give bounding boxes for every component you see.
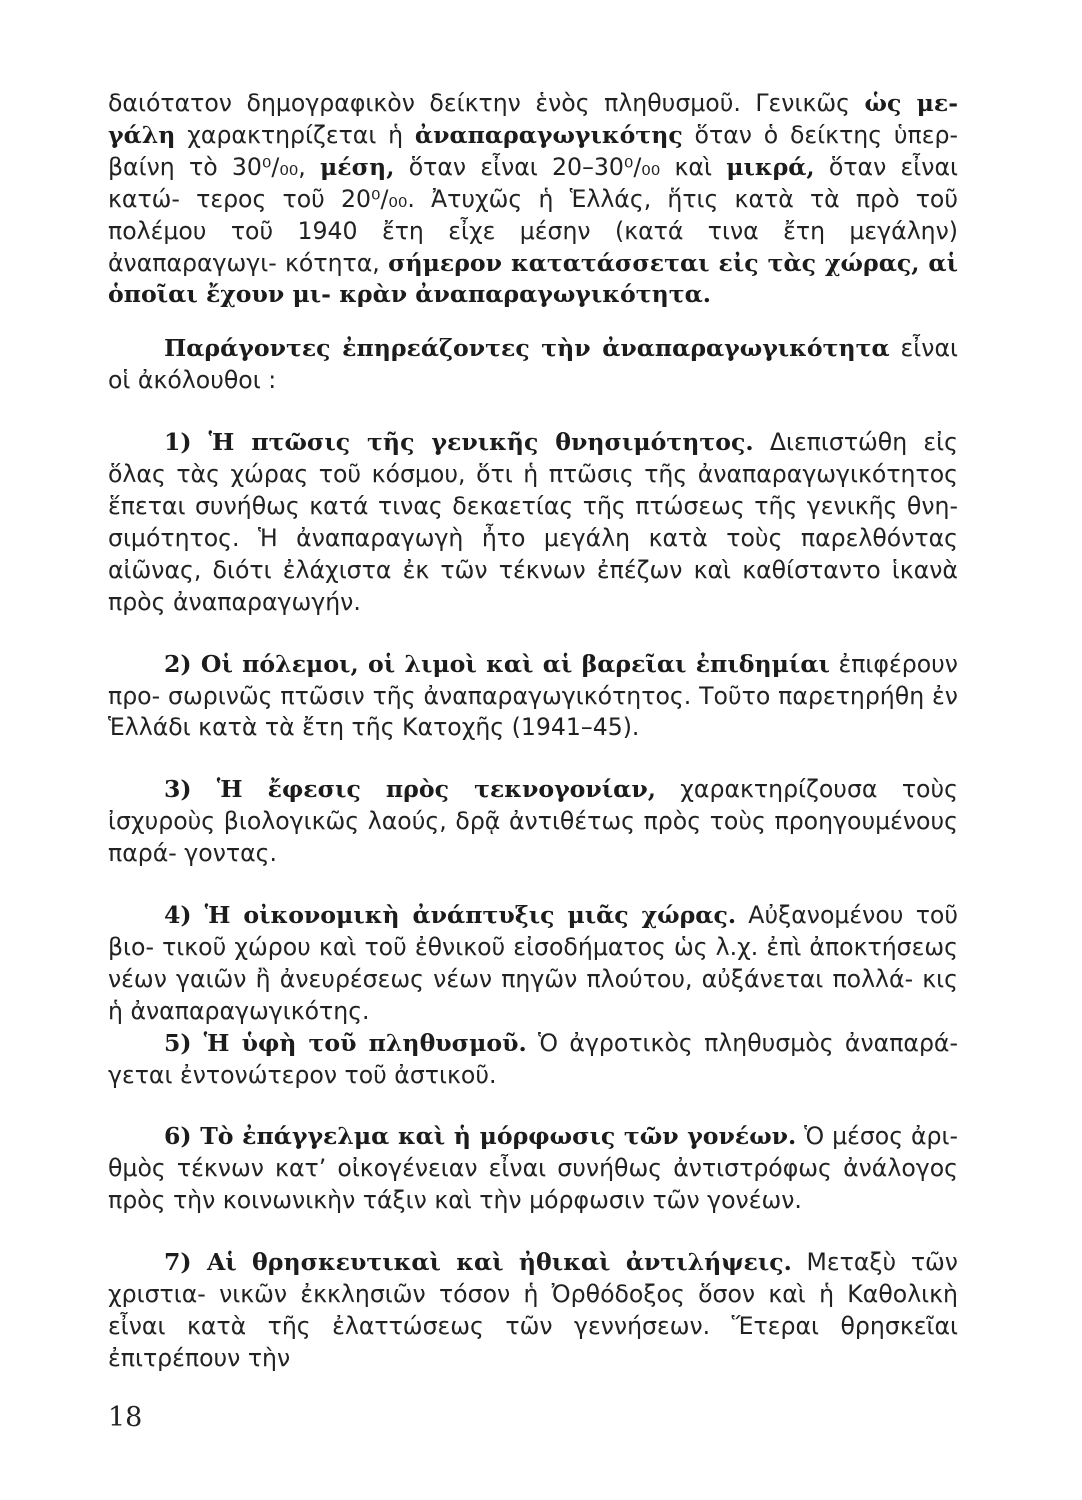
intro-paragraph — [108, 88, 958, 311]
intro-bold-2: ἀναπαραγωγικότης — [414, 120, 683, 149]
factor-body: ἐπιφέρουν προ- σωρινῶς πτῶσιν τῆς ἀναπαραγωγικότητος. Τοῦτο παρετηρήθη ἐν Ἑλλάδι κατὰ τὰ ἔτη τῆς Κατοχῆς (1941–45). — [108, 649, 958, 742]
intro-bold-3: μέση, — [320, 152, 395, 181]
intro-text-5: ὅταν εἶναι κατώ- τερος τοῦ 20⁰/₀₀. Ἀτυχῶς ἡ Ἑλλάς, ἥτις κατὰ τὰ πρὸ τοῦ πολέμου τοῦ 1940 ἔτη εἶχε μέσην (κατά τινα ἔτη μεγάλην) ἀναπαραγωγι- κότητα, — [108, 152, 959, 277]
factor-body: Αὐξανομένου τοῦ βιο- τικοῦ χώρου καὶ τοῦ ἐθνικοῦ εἰσοδήματος ὡς λ.χ. ἐπὶ ἀποκτήσεως νέων γαιῶν ἢ ἀνευρέσεως νέων πηγῶν πλούτου, αὐξάνεται πολλά- κις ἡ ἀναπαραγωγικότης. — [108, 901, 958, 1025]
factor-heading: Ἡ οἰκονομικὴ ἀνάπτυξις μιᾶς χώρας. — [191, 901, 737, 930]
factor-number: 7) — [164, 1248, 192, 1277]
factor-item-3 — [108, 774, 958, 870]
factor-item-4 — [108, 900, 958, 1028]
factor-body: χαρακτηρίζουσα τοὺς ἰσχυροὺς βιολογικῶς λαούς, δρᾷ ἀντιθέτως πρὸς τοὺς προηγουμένους παρά- γοντας. — [108, 775, 958, 868]
factor-number: 3) — [164, 775, 192, 804]
factor-heading: Αἱ θρησκευτικαὶ καὶ ἠθικαὶ ἀντιλήψεις. — [191, 1248, 792, 1277]
intro-text-3: ὅταν ὁ δείκτης ὑπερ- βαίνη τὸ 30⁰/₀₀, — [108, 120, 958, 181]
factor-item-1 — [108, 427, 958, 618]
factor-number: 5) — [164, 1028, 192, 1057]
factor-body: Διεπιστώθη εἰς ὅλας τὰς χώρας τοῦ κόσμου, ὅτι ἡ πτῶσις τῆς ἀναπαραγωγικότητος ἕπεται συνήθως κατά τινας δεκαετίας τῆς πτώσεως τῆς γενικῆς θνη- σιμότητος. Ἡ ἀναπαραγωγὴ ἦτο μεγάλη κατὰ τοὺς παρελθόντας αἰῶνας, διότι ἐλάχιστα ἐκ τῶν τέκνων ἐπέζων καὶ καθίσταντο ἱκανὰ πρὸς ἀναπαραγωγήν. — [108, 428, 959, 616]
factor-heading: Ἡ ἔφεσις πρὸς τεκνογονίαν, — [191, 775, 656, 804]
page-text — [108, 88, 958, 1375]
factor-item-2 — [108, 649, 958, 745]
factor-heading: Ἡ ὑφὴ τοῦ πληθυσμοῦ. — [191, 1028, 527, 1057]
factors-intro-bold: Παράγοντες ἐπηρεάζοντες τὴν ἀναπαραγωγικότητα — [164, 334, 890, 363]
intro-bold-5: σήμερον κατατάσσεται εἰς τὰς χώρας, αἱ ὁποῖαι ἔχουν μι- κρὰν ἀναπαραγωγικότητα. — [108, 248, 958, 309]
intro-text-2: χαρακτηρίζεται ἡ — [175, 120, 415, 149]
factor-number: 2) — [164, 649, 192, 678]
factor-number: 6) — [164, 1122, 192, 1151]
intro-bold-4: μικρά, — [726, 152, 815, 181]
factor-body: Μεταξὺ τῶν χριστια- νικῶν ἐκκλησιῶν τόσον ἡ Ὀρθόδοξος ὅσον καὶ ἡ Καθολικὴ εἶναι κατὰ τῆς ἐλαττώσεως τῶν γεννήσεων. Ἕτεραι θρησκεῖαι ἐπιτρέπουν τὴν — [108, 1248, 958, 1372]
factor-body: Ὁ μέσος ἀρι- θμὸς τέκνων κατ’ οἰκογένειαν εἶναι συνήθως ἀντιστρόφως ἀνάλογος πρὸς τὴν κοινωνικὴν τάξιν καὶ τὴν μόρφωσιν τῶν γονέων. — [108, 1122, 959, 1215]
factor-item-6 — [108, 1121, 958, 1217]
factor-body: Ὁ ἀγροτικὸς πληθυσμὸς ἀναπαρά- γεται ἐντονώτερον τοῦ ἀστικοῦ. — [108, 1028, 958, 1089]
intro-text-4: ὅταν εἶναι 20–30⁰/₀₀ καὶ — [394, 152, 727, 181]
factor-item-7 — [108, 1247, 958, 1375]
factors-intro-text: εἶναι οἱ ἀκόλουθοι : — [108, 334, 958, 395]
intro-bold-1: ὡς με- γάλη — [108, 89, 958, 149]
factor-number: 4) — [164, 901, 192, 930]
factor-heading: Οἱ πόλεμοι, οἱ λιμοὶ καὶ αἱ βαρεῖαι ἐπιδημίαι — [191, 649, 830, 678]
factor-item-5 — [108, 1028, 958, 1092]
factors-intro-paragraph — [108, 333, 958, 397]
intro-text-1: δαιότατον δημογραφικὸν δείκτην ἑνὸς πληθυσμοῦ. Γενικῶς — [108, 89, 865, 117]
page-number: 18 — [108, 1402, 143, 1433]
factor-number: 1) — [164, 428, 192, 457]
factor-heading: Ἡ πτῶσις τῆς γενικῆς θνησιμότητος. — [191, 428, 754, 457]
factor-heading: Τὸ ἐπάγγελμα καὶ ἡ μόρφωσις τῶν γονέων. — [191, 1122, 797, 1151]
